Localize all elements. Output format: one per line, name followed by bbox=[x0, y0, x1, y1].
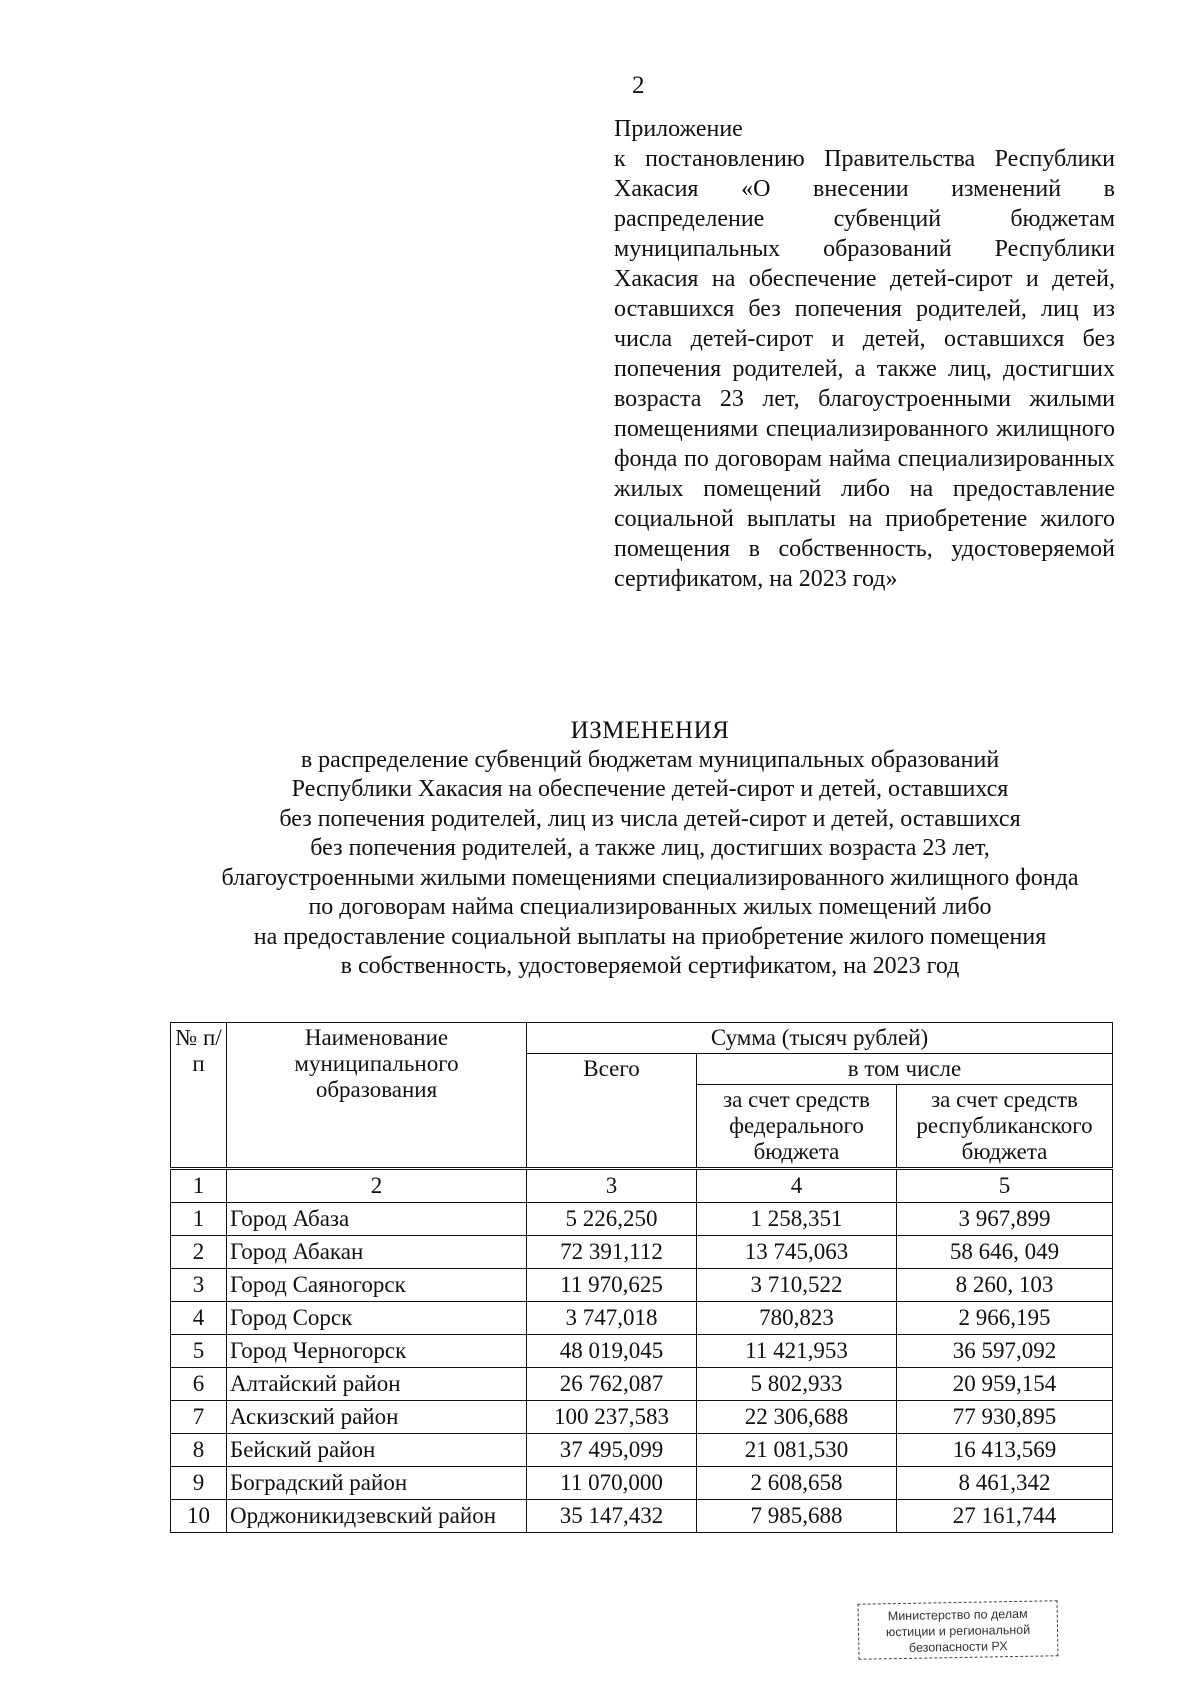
row-num: 3 bbox=[171, 1269, 227, 1302]
row-republic: 77 930,895 bbox=[897, 1401, 1113, 1434]
row-total: 11 970,625 bbox=[527, 1269, 697, 1302]
row-federal: 3 710,522 bbox=[697, 1269, 897, 1302]
column-number: 5 bbox=[897, 1169, 1113, 1203]
row-num: 6 bbox=[171, 1368, 227, 1401]
row-name: Город Черногорск bbox=[227, 1335, 527, 1368]
row-num: 5 bbox=[171, 1335, 227, 1368]
row-republic: 3 967,899 bbox=[897, 1203, 1113, 1236]
row-federal: 21 081,530 bbox=[697, 1434, 897, 1467]
header-sum: Сумма (тысяч рублей) bbox=[527, 1023, 1113, 1054]
header-republic: за счет средств республиканского бюджета bbox=[897, 1085, 1113, 1169]
column-number: 1 bbox=[171, 1169, 227, 1203]
heading-title: ИЗМЕНЕНИЯ bbox=[570, 717, 730, 744]
row-total: 100 237,583 bbox=[527, 1401, 697, 1434]
row-republic: 2 966,195 bbox=[897, 1302, 1113, 1335]
column-number: 4 bbox=[697, 1169, 897, 1203]
table-row bbox=[171, 1302, 1113, 1335]
row-num: 1 bbox=[171, 1203, 227, 1236]
table-row bbox=[171, 1269, 1113, 1302]
row-total: 11 070,000 bbox=[527, 1467, 697, 1500]
row-republic: 36 597,092 bbox=[897, 1335, 1113, 1368]
heading-line: на предоставление социальной выплаты на приобретение жилого помещения bbox=[253, 923, 1047, 950]
row-name: Город Саяногорск bbox=[227, 1269, 527, 1302]
row-total: 35 147,432 bbox=[527, 1500, 697, 1533]
stamp-line: юстиции и региональной bbox=[885, 1622, 1031, 1640]
row-total: 26 762,087 bbox=[527, 1368, 697, 1401]
column-number: 3 bbox=[527, 1169, 697, 1203]
row-total: 37 495,099 bbox=[527, 1434, 697, 1467]
row-federal: 780,823 bbox=[697, 1302, 897, 1335]
row-federal: 5 802,933 bbox=[697, 1368, 897, 1401]
row-name: Орджоникидзевский район bbox=[227, 1500, 527, 1533]
row-total: 5 226,250 bbox=[527, 1203, 697, 1236]
header-name: Наименование муниципального образования bbox=[227, 1023, 527, 1169]
document-heading bbox=[150, 716, 1150, 982]
row-republic: 58 646, 049 bbox=[897, 1236, 1113, 1269]
row-name: Город Абаза bbox=[227, 1203, 527, 1236]
row-name: Аскизский район bbox=[227, 1401, 527, 1434]
heading-line: без попечения родителей, лиц из числа детей-сирот и детей, оставшихся bbox=[279, 805, 1021, 832]
row-num: 7 bbox=[171, 1401, 227, 1434]
row-name: Город Сорск bbox=[227, 1302, 527, 1335]
registration-stamp bbox=[858, 1600, 1059, 1659]
heading-line: в собственность, удостоверяемой сертификатом, на 2023 год bbox=[340, 953, 960, 979]
header-federal: за счет средств федерального бюджета bbox=[697, 1085, 897, 1169]
row-federal: 11 421,953 bbox=[697, 1335, 897, 1368]
table-row bbox=[171, 1236, 1113, 1269]
table-row bbox=[171, 1500, 1113, 1533]
row-num: 10 bbox=[171, 1500, 227, 1533]
heading-line: благоустроенными жилыми помещениями специализированного жилищного фонда bbox=[221, 864, 1079, 891]
row-total: 72 391,112 bbox=[527, 1236, 697, 1269]
row-name: Город Абакан bbox=[227, 1236, 527, 1269]
heading-line: по договорам найма специализированных жилых помещений либо bbox=[308, 894, 992, 920]
row-republic: 8 260, 103 bbox=[897, 1269, 1113, 1302]
header-num: № п/п bbox=[171, 1023, 227, 1169]
row-name: Алтайский район bbox=[227, 1368, 527, 1401]
table-row bbox=[171, 1335, 1113, 1368]
row-federal: 2 608,658 bbox=[697, 1467, 897, 1500]
row-federal: 13 745,063 bbox=[697, 1236, 897, 1269]
appendix-block bbox=[614, 114, 1115, 594]
heading-line: в распределение субвенций бюджетам муниципальных образований bbox=[300, 746, 1000, 773]
column-number: 2 bbox=[227, 1169, 527, 1203]
row-federal: 7 985,688 bbox=[697, 1500, 897, 1533]
row-federal: 22 306,688 bbox=[697, 1401, 897, 1434]
heading-line: без попечения родителей, а также лиц, достигших возраста 23 лет, bbox=[310, 835, 990, 861]
row-republic: 16 413,569 bbox=[897, 1434, 1113, 1467]
table-row bbox=[171, 1368, 1113, 1401]
row-republic: 27 161,744 bbox=[897, 1500, 1113, 1533]
stamp-line: Министерство по делам bbox=[887, 1606, 1028, 1624]
row-total: 3 747,018 bbox=[527, 1302, 697, 1335]
page-number: 2 bbox=[632, 72, 645, 99]
row-num: 4 bbox=[171, 1302, 227, 1335]
table-row bbox=[171, 1434, 1113, 1467]
table-row bbox=[171, 1401, 1113, 1434]
subvention-table bbox=[170, 1022, 1113, 1533]
header-total: Всего bbox=[527, 1054, 697, 1169]
row-federal: 1 258,351 bbox=[697, 1203, 897, 1236]
row-republic: 20 959,154 bbox=[897, 1368, 1113, 1401]
table-row bbox=[171, 1203, 1113, 1236]
column-number-row bbox=[171, 1169, 1113, 1203]
stamp-line: безопасности РХ bbox=[908, 1639, 1008, 1655]
appendix-text: к постановлению Правительства Республики Хакасия «О внесении изменений в распределение субвенций бюджетам муниципальных образований Республики Хакасия на обеспечение детей-сирот и детей, оставшихся без попечения родителей, лиц из числа детей-сирот и детей, оставшихся без попечения родителей, а также лиц, достигших возраста 23 лет, благоустроенными жилыми помещениями специализированного жилищного фонда по договорам найма специализированных жилых помещений либо на предоставление социальной выплаты на приобретение жилого помещения в собственность, удостоверяемой сертификатом, на 2023 год» bbox=[614, 146, 1115, 592]
row-num: 9 bbox=[171, 1467, 227, 1500]
table-body bbox=[171, 1203, 1113, 1533]
row-num: 2 bbox=[171, 1236, 227, 1269]
heading-line: Республики Хакасия на обеспечение детей-сирот и детей, оставшихся bbox=[291, 776, 1009, 802]
row-name: Бейский район bbox=[227, 1434, 527, 1467]
row-name: Боградский район bbox=[227, 1467, 527, 1500]
appendix-title: Приложение bbox=[614, 116, 743, 142]
row-num: 8 bbox=[171, 1434, 227, 1467]
row-total: 48 019,045 bbox=[527, 1335, 697, 1368]
row-republic: 8 461,342 bbox=[897, 1467, 1113, 1500]
header-including: в том числе bbox=[697, 1054, 1113, 1085]
table-row bbox=[171, 1467, 1113, 1500]
